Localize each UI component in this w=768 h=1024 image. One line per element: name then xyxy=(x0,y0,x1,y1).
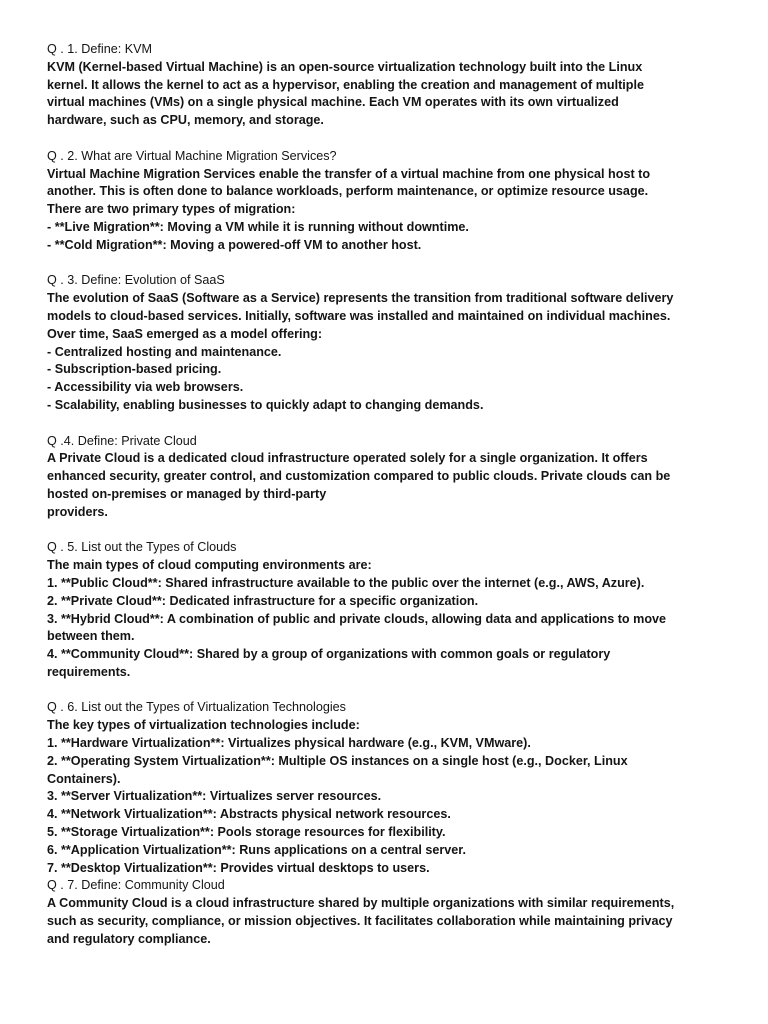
list-item: 4. **Network Virtualization**: Abstracts physical network resources. xyxy=(47,807,451,822)
list-item: - Scalability, enabling businesses to quickly adapt to changing demands. xyxy=(47,397,484,412)
list-item: 1. **Hardware Virtualization**: Virtualizes physical hardware (e.g., KVM, VMware). xyxy=(47,736,531,751)
body-line: another. This is often done to balance workloads, perform maintenance, or optimize resource usage. xyxy=(47,184,649,199)
section-heading: Q . 5. List out the Types of Clouds xyxy=(47,540,237,555)
section-q4 xyxy=(47,433,728,522)
body-line: The key types of virtualization technologies include: xyxy=(47,718,360,733)
list-item: 3. **Hybrid Cloud**: A combination of public and private clouds, allowing data and applications to move xyxy=(47,611,667,626)
section-q5 xyxy=(47,539,728,681)
list-item: 4. **Community Cloud**: Shared by a group of organizations with common goals or regulatory xyxy=(47,647,611,662)
list-item: - Centralized hosting and maintenance. xyxy=(47,344,282,359)
spacer xyxy=(47,130,728,148)
section-heading: Q . 3. Define: Evolution of SaaS xyxy=(47,273,225,288)
list-item: Containers). xyxy=(47,771,121,786)
list-item: 2. **Operating System Virtualization**: Multiple OS instances on a single host (e.g., Docker, Linux xyxy=(47,753,628,768)
section-q3 xyxy=(47,272,728,414)
spacer xyxy=(47,522,728,540)
body-line: providers. xyxy=(47,504,108,519)
list-item: requirements. xyxy=(47,664,131,679)
body-line: hosted on-premises or managed by third-party xyxy=(47,486,327,501)
body-line: The main types of cloud computing environments are: xyxy=(47,558,372,573)
list-item: - **Live Migration**: Moving a VM while it is running without downtime. xyxy=(47,219,469,234)
list-item: 2. **Private Cloud**: Dedicated infrastructure for a specific organization. xyxy=(47,593,479,608)
list-item: 5. **Storage Virtualization**: Pools storage resources for flexibility. xyxy=(47,825,446,840)
spacer xyxy=(47,682,728,700)
list-item: between them. xyxy=(47,629,135,644)
section-q6 xyxy=(47,699,728,877)
list-item: - Subscription-based pricing. xyxy=(47,362,222,377)
list-item: 3. **Server Virtualization**: Virtualizes server resources. xyxy=(47,789,382,804)
section-heading: Q . 7. Define: Community Cloud xyxy=(47,878,225,893)
section-q1 xyxy=(47,41,728,130)
section-q7 xyxy=(47,877,728,948)
body-line: such as security, compliance, or mission objectives. It facilitates collaboration while maintaining privacy xyxy=(47,914,673,929)
list-item: 1. **Public Cloud**: Shared infrastructure available to the public over the internet (e.g., AWS, Azure). xyxy=(47,575,645,590)
body-line: A Community Cloud is a cloud infrastructure shared by multiple organizations with similar requirements, xyxy=(47,896,675,911)
spacer xyxy=(47,255,728,273)
body-line: There are two primary types of migration: xyxy=(47,202,296,217)
list-item: - Accessibility via web browsers. xyxy=(47,380,244,395)
body-line: kernel. It allows the kernel to act as a hypervisor, enabling the creation and management of multiple xyxy=(47,77,644,92)
body-line: Over time, SaaS emerged as a model offering: xyxy=(47,326,323,341)
list-item: 7. **Desktop Virtualization**: Provides virtual desktops to users. xyxy=(47,860,430,875)
body-line: Virtual Machine Migration Services enable the transfer of a virtual machine from one physical host to xyxy=(47,166,651,181)
list-item: - **Cold Migration**: Moving a powered-off VM to another host. xyxy=(47,237,422,252)
section-heading: Q . 2. What are Virtual Machine Migration Services? xyxy=(47,148,337,163)
body-line: hardware, such as CPU, memory, and storage. xyxy=(47,113,324,128)
body-line: enhanced security, greater control, and customization compared to public clouds. Private clouds can be xyxy=(47,469,671,484)
body-line: models to cloud-based services. Initially, software was installed and maintained on individual machines. xyxy=(47,308,671,323)
body-line: The evolution of SaaS (Software as a Service) represents the transition from traditional software delivery xyxy=(47,291,674,306)
body-line: and regulatory compliance. xyxy=(47,931,211,946)
section-heading: Q . 6. List out the Types of Virtualization Technologies xyxy=(47,700,346,715)
section-heading: Q . 1. Define: KVM xyxy=(47,42,152,56)
section-heading: Q .4. Define: Private Cloud xyxy=(47,433,197,448)
list-item: 6. **Application Virtualization**: Runs applications on a central server. xyxy=(47,842,466,857)
section-q2 xyxy=(47,148,728,255)
body-line: virtual machines (VMs) on a single physical machine. Each VM operates with its own virtualized xyxy=(47,95,619,110)
spacer xyxy=(47,415,728,433)
body-line: KVM (Kernel-based Virtual Machine) is an open-source virtualization technology built into the Linux xyxy=(47,59,643,74)
body-line: A Private Cloud is a dedicated cloud infrastructure operated solely for a single organization. It offers xyxy=(47,451,648,466)
